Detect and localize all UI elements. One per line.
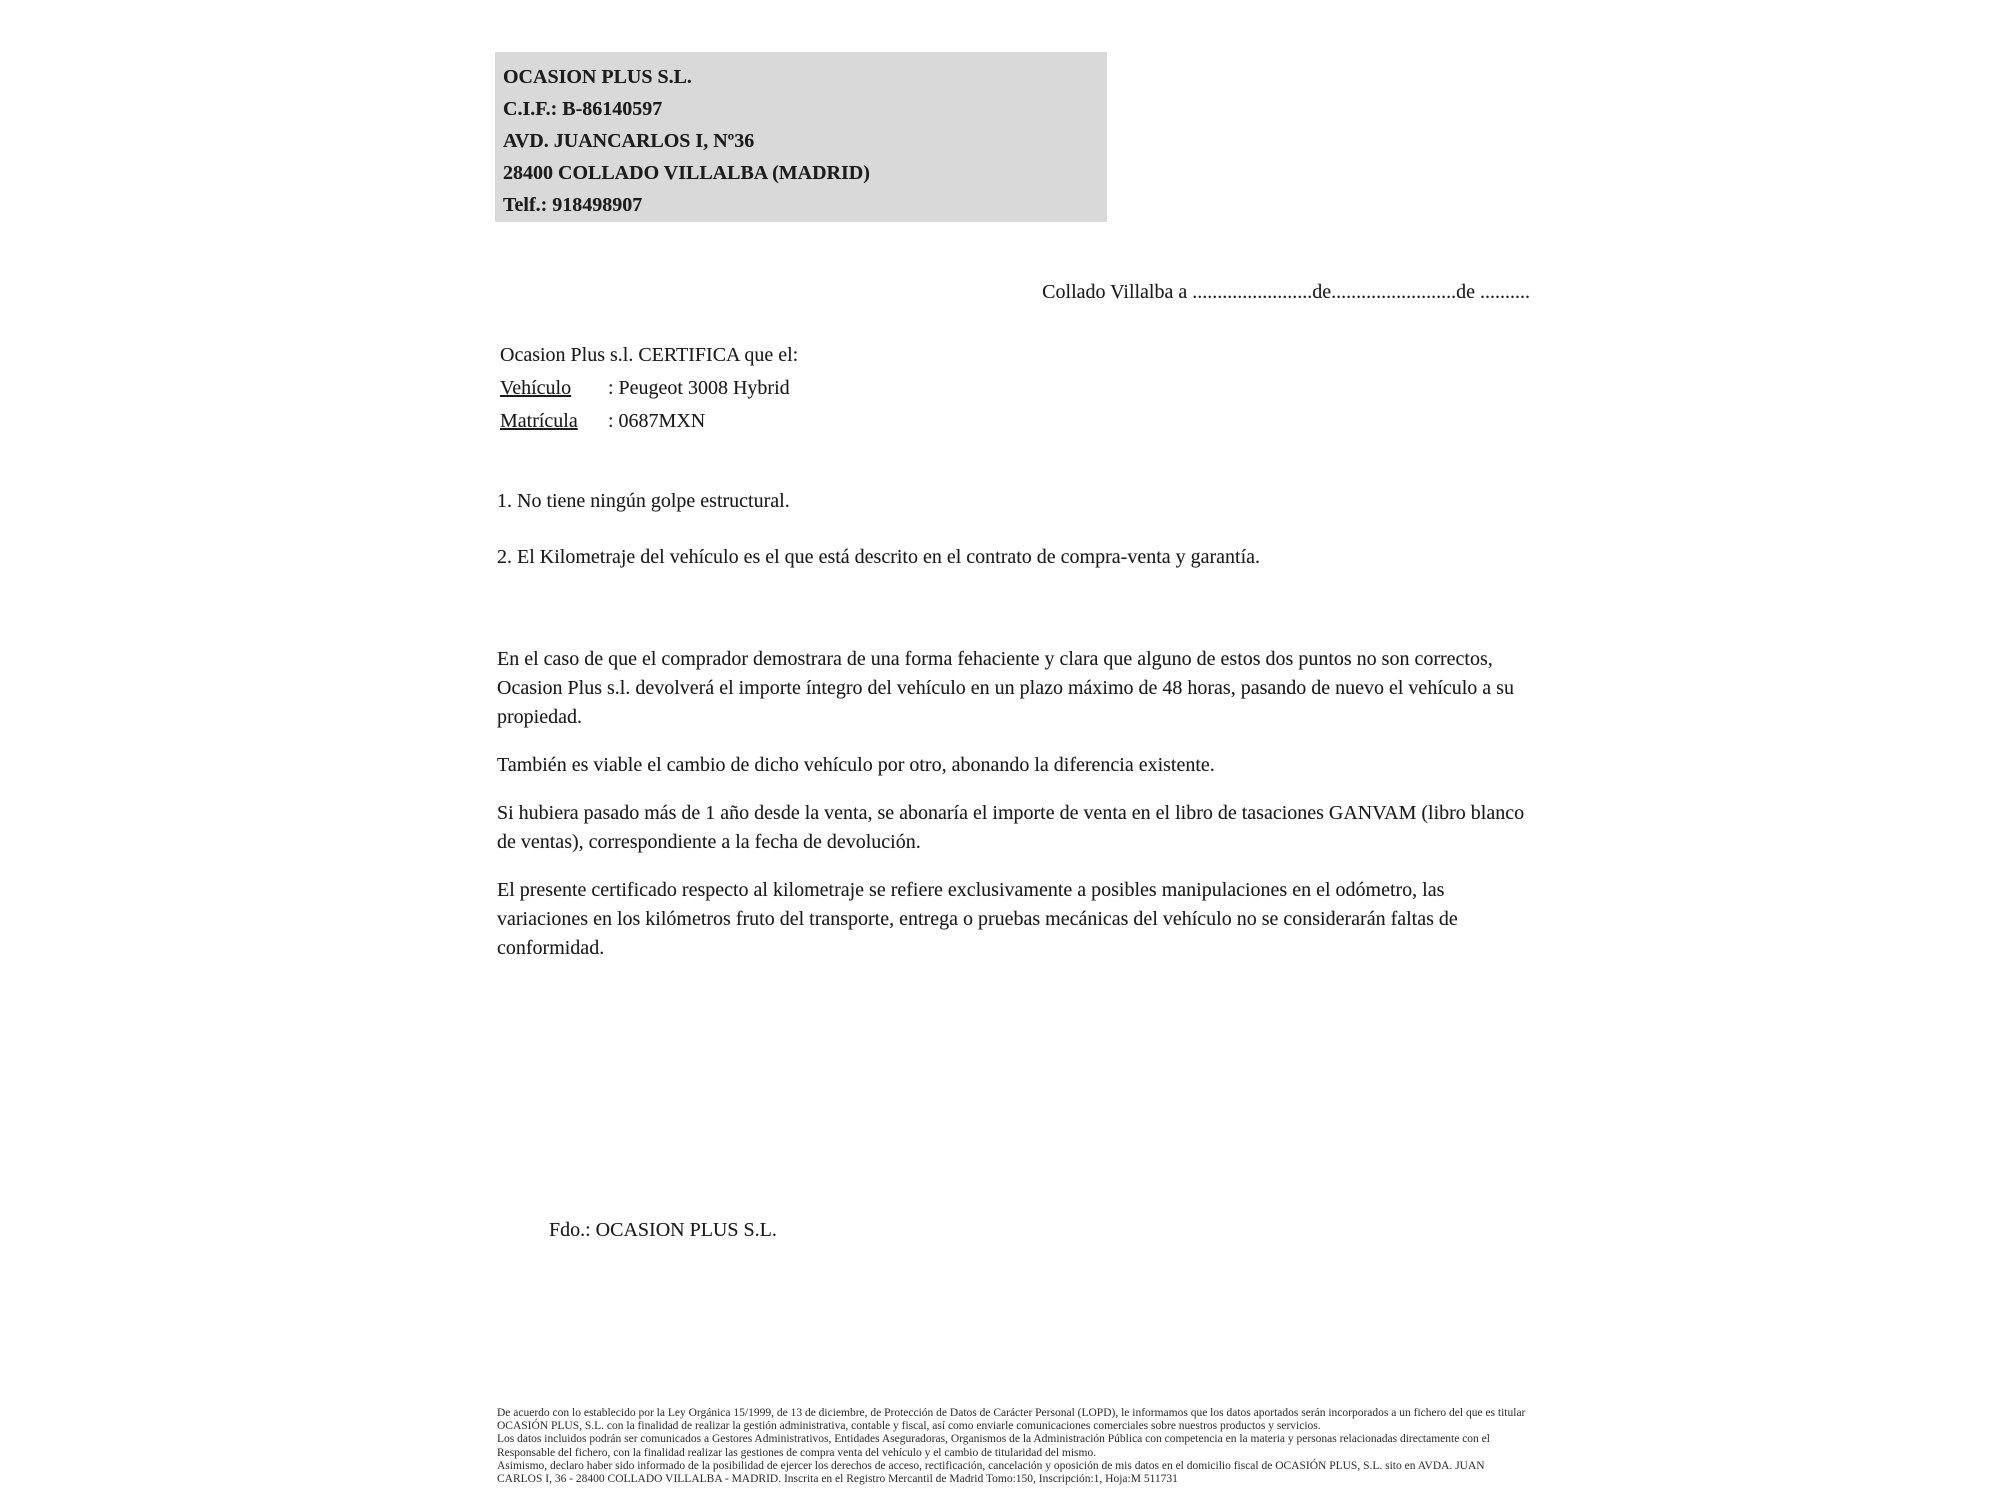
paragraph-exchange: También es viable el cambio de dicho vehículo por otro, abonando la diferencia existente. (497, 754, 1215, 776)
vehicle-label: Vehículo (500, 377, 572, 399)
plate-label: Matrícula (500, 410, 578, 432)
legal-line-5: Asimismo, declaro haber sido informado de la posibilidad de ejercer los derechos de acceso, rectificación, cancelación y oposición de mis datos en el domicilio fiscal de OCASIÓN PLUS, S.L. sito en AVDA. JUAN (497, 1459, 1485, 1472)
vehicle-row (500, 372, 798, 405)
plate-row (500, 405, 798, 438)
legal-line-1: De acuerdo con lo establecido por la Ley Orgánica 15/1999, de 13 de diciembre, de Protección de Datos de Carácter Personal (LOPD), le informamos que los datos aportados serán incorporados a un fichero del que es titular (497, 1407, 1526, 1419)
company-phone: Telf.: 918498907 (503, 194, 643, 216)
company-address: AVD. JUANCARLOS I, Nº36 (503, 130, 755, 152)
paragraph-refund: En el caso de que el comprador demostrara de una forma fehaciente y clara que alguno de estos dos puntos no son correctos, Ocasion Plus s.l. devolverá el importe íntegro del vehículo en un plazo máximo de 48 horas, pasando de nuevo el vehículo a su propiedad. (497, 648, 1514, 728)
legal-line-4: Responsable del fichero, con la finalidad realizar las gestiones de compra venta del vehículo y el cambio de titularidad del mismo. (497, 1446, 1097, 1459)
point-1: 1. No tiene ningún golpe estructural. (497, 490, 790, 512)
plate-value: : 0687MXN (608, 410, 706, 432)
company-name: OCASION PLUS S.L. (503, 66, 692, 88)
body-paragraphs (497, 645, 1537, 982)
point-2: 2. El Kilometraje del vehículo es el que está descrito en el contrato de compra-venta y garantía. (497, 546, 1261, 568)
company-city: 28400 COLLADO VILLALBA (MADRID) (503, 162, 870, 184)
paragraph-odometer: El presente certificado respecto al kilometraje se refiere exclusivamente a posibles manipulaciones en el odómetro, las variaciones en los kilómetros fruto del transporte, entrega o pruebas mecánicas del vehículo no se considerarán faltas de conformidad. (497, 879, 1458, 959)
signature-line: Fdo.: OCASION PLUS S.L. (549, 1219, 777, 1241)
certification-block (500, 339, 798, 438)
date-line: Collado Villalba a ........................de.........................de .......... (1042, 281, 1530, 303)
legal-fine-print (497, 1407, 1525, 1486)
paragraph-ganvam: Si hubiera pasado más de 1 año desde la venta, se abonaría el importe de venta en el libro de tasaciones GANVAM (libro blanco de ventas), correspondiente a la fecha de devolución. (497, 802, 1525, 853)
legal-line-3: Los datos incluidos podrán ser comunicados a Gestores Administrativos, Entidades Aseguradoras, Organismos de la Administración Pública con competencia en la materia y personas relacionadas directamente con el (497, 1433, 1490, 1446)
legal-line-2: OCASIÓN PLUS, S.L. con la finalidad de realizar la gestión administrativa, contable y fiscal, así como enviarle comunicaciones comerciales sobre nuestros productos y servicios. (497, 1420, 1321, 1433)
letterhead-block (495, 52, 1107, 222)
legal-line-6: CARLOS I, 36 - 28400 COLLADO VILLALBA - MADRID. Inscrita en el Registro Mercantil de Madrid Tomo:150, Inscripción:1, Hoja:M 511731 (497, 1473, 1178, 1486)
certification-intro: Ocasion Plus s.l. CERTIFICA que el: (500, 344, 799, 366)
company-cif: C.I.F.: B-86140597 (503, 98, 663, 120)
vehicle-value: : Peugeot 3008 Hybrid (608, 377, 790, 399)
